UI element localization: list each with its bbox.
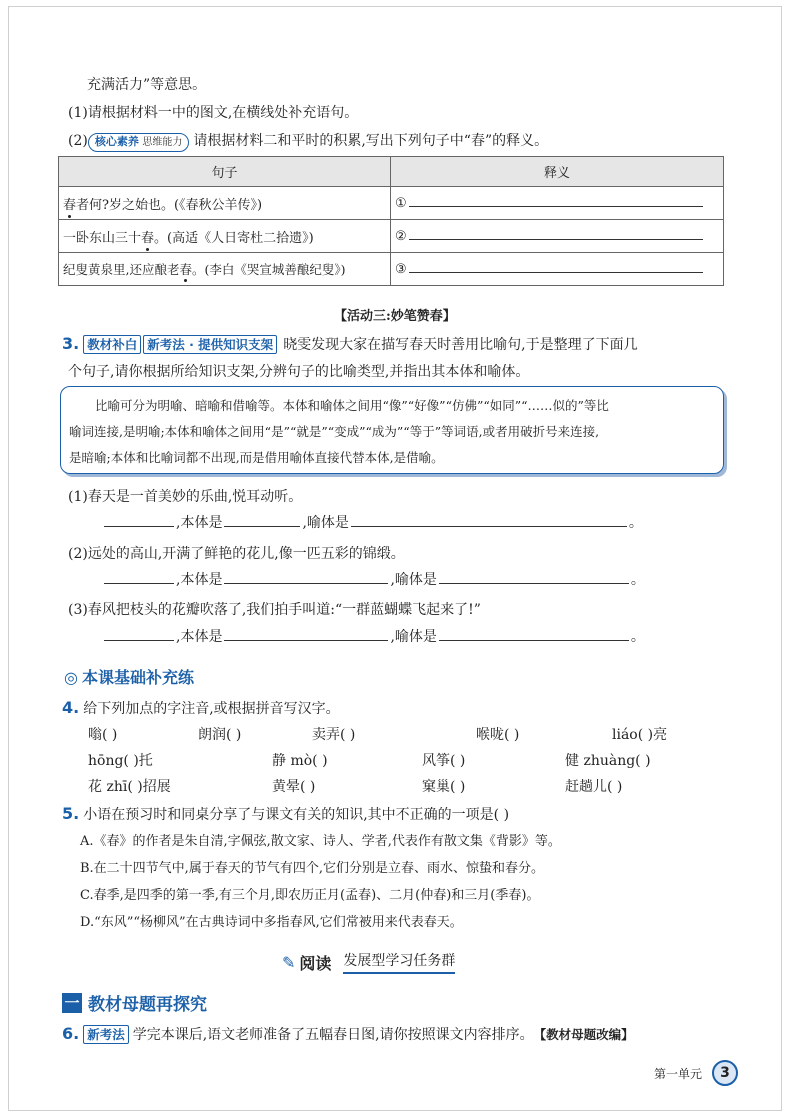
definition-table	[58, 156, 724, 286]
unit-label: 第一单元	[653, 1066, 702, 1081]
q5-option-c[interactable]: C.春季,是四季的第一季,有三个月,即农历正月(孟春)、二月(仲春)和三月(季春)。	[80, 888, 540, 903]
question-2-2	[68, 130, 548, 152]
question-6: 6. 新考法 学完本课后,语文老师准备了五幅春日图,请你按照课文内容排序。 【教材母题改编】	[62, 1024, 634, 1043]
sub-question-3: (3)春风把枝头的花瓣吹落了,我们拍手叫道:“一群蓝蝴蝶飞起来了!”	[68, 602, 481, 618]
q4-item[interactable]: 喉咙( )	[476, 727, 520, 743]
answer-line-3[interactable]: ,本体是 ,喻体是 。	[102, 626, 645, 646]
knowledge-support-box	[60, 386, 724, 474]
reading-banner	[282, 950, 455, 974]
question-2-1: (1)请根据材料一中的图文,在横线处补充语句。	[68, 105, 359, 121]
sub-question-2: (2)远处的高山,开满了鲜艳的花儿,像一匹五彩的锦缎。	[68, 546, 405, 562]
q4-item[interactable]: 风筝( )	[422, 753, 466, 769]
q4-item[interactable]: 嗡( )	[88, 727, 118, 743]
q3-tag-supplement: 教材补白	[83, 335, 141, 354]
meaning-cell[interactable]: ①	[391, 187, 724, 220]
pen-book-icon: ✎	[282, 952, 296, 972]
q4-item[interactable]: 黄晕( )	[272, 779, 316, 795]
q3-number: 3.	[62, 334, 80, 353]
question-3	[62, 334, 638, 354]
q6-source: 【教材母题改编】	[533, 1027, 634, 1042]
q4-item[interactable]: 赶趟儿( )	[565, 779, 623, 795]
q4-item[interactable]: liáo( )亮	[612, 727, 668, 743]
meaning-cell[interactable]: ②	[391, 220, 724, 253]
sentence-cell: 纪叟黄泉里,还应酿老春。(李白《哭宣城善酿纪叟》)	[59, 253, 391, 286]
q6-tag: 新考法	[83, 1025, 129, 1044]
banner-subtitle: 发展型学习任务群	[343, 950, 455, 974]
activity-title: 【活动三:妙笔赞春】	[334, 309, 456, 324]
q5-option-a[interactable]: A.《春》的作者是朱自清,字佩弦,散文家、诗人、学者,代表作有散文集《背影》等。	[80, 834, 561, 849]
answer-line-2[interactable]: ,本体是 ,喻体是 。	[102, 569, 645, 589]
section-title: 教材母题再探究	[88, 995, 207, 1015]
knowledge-line-2: 喻词连接,是明喻;本体和喻体之间用“是”“就是”“变成”“成为”“等于”等词语,或者用破折号来连接,	[69, 424, 600, 439]
meaning-cell[interactable]: ③	[391, 253, 724, 286]
sentence-cell: 一卧东山三十春。(高适《人日寄杜二拾遗》)	[59, 220, 391, 253]
question-4: 4. 给下列加点的字注音,或根据拼音写汉字。	[62, 698, 340, 717]
q3-text-a: 晓雯发现大家在描写春天时善用比喻句,于是整理了下面几	[283, 337, 638, 353]
page-footer	[654, 1060, 738, 1086]
sentence-cell: 春者何?岁之始也。(《春秋公羊传》)	[59, 187, 391, 220]
q4-item[interactable]: 静 mò( )	[272, 753, 328, 769]
knowledge-line-3: 是暗喻;本体和比喻词都不出现,而是借用喻体直接代替本体,是借喻。	[69, 450, 444, 465]
question-5: 5. 小语在预习时和同桌分享了与课文有关的知识,其中不正确的一项是( )	[62, 804, 510, 823]
knowledge-line-1: 比喻可分为明喻、暗喻和借喻等。本体和喻体之间用“像”“好像”“仿佛”“如同”“……似的”等比	[95, 398, 609, 413]
q5-option-b[interactable]: B.在二十四节气中,属于春天的节气有四个,它们分别是立春、雨水、惊蛰和春分。	[80, 861, 544, 876]
q4-item[interactable]: 花 zhī( )招展	[88, 779, 171, 795]
table-row	[59, 187, 724, 220]
q4-item[interactable]: hōng( )托	[88, 753, 153, 769]
q4-item[interactable]: 健 zhuàng( )	[565, 753, 651, 769]
q2-text: 请根据材料二和平时的积累,写出下列句子中“春”的释义。	[193, 133, 549, 149]
section-basic-heading: ◎ 本课基础补充练	[64, 668, 194, 687]
q4-item[interactable]: 朗润( )	[198, 727, 242, 743]
q3-tag-new-method: 新考法 · 提供知识支架	[143, 335, 277, 354]
sub-question-1: (1)春天是一首美妙的乐曲,悦耳动听。	[68, 489, 303, 505]
target-icon: ◎	[64, 668, 78, 687]
section-heading-mother-question	[62, 990, 207, 1015]
table-row	[59, 253, 724, 286]
table-header-meaning: 释义	[391, 157, 724, 187]
table-row	[59, 220, 724, 253]
section-number-badge: 一	[62, 993, 82, 1013]
answer-line-1[interactable]: ,本体是 ,喻体是 。	[102, 512, 643, 532]
q4-item[interactable]: 窠巢( )	[422, 779, 466, 795]
page-number: 3	[712, 1060, 738, 1086]
core-literacy-badge: 核心素养 思维能力	[88, 133, 190, 152]
banner-title: 阅读	[299, 953, 332, 973]
q2-prefix: (2)	[68, 133, 88, 149]
intro-line: 充满活力”等意思。	[87, 77, 207, 93]
table-header-sentence: 句子	[59, 157, 391, 187]
q3-text-b: 个句子,请你根据所给知识支架,分辨句子的比喻类型,并指出其本体和喻体。	[68, 364, 530, 380]
q4-item[interactable]: 卖弄( )	[312, 727, 356, 743]
q5-option-d[interactable]: D.“东风”“杨柳风”在古典诗词中多指春风,它们常被用来代表春天。	[80, 915, 463, 930]
